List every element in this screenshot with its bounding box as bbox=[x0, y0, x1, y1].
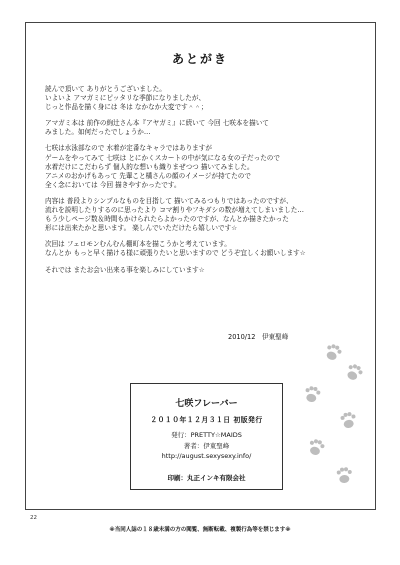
body-line: じっと作品を描く身には 冬は なかなか大変です＾＾； bbox=[45, 103, 208, 112]
body-line: もう少しページ数＆時間もかけられたらよかったのですが、なんとか描きたかった bbox=[45, 215, 289, 224]
afterword-body bbox=[45, 85, 365, 275]
signature: 2010/12 伊東聖峰 bbox=[228, 333, 289, 341]
paragraph-gap bbox=[45, 259, 365, 266]
body-line: それでは またお会い出来る事を楽しみにしています☆ bbox=[45, 265, 205, 274]
page-number: 22 bbox=[30, 515, 37, 521]
printer: 印刷：丸正インキ有限会社 bbox=[167, 474, 246, 482]
body-line: 流れを説明したりするのに思ったより コマ割りやフキダシの数が増えてしまいました… bbox=[45, 206, 304, 215]
body-line: 次回は フェロモンむんむん棚町本を描こうかと考えています。 bbox=[45, 240, 231, 249]
book-title: 七咲フレーバー bbox=[175, 399, 238, 409]
body-line: みました。如何だったでしょうか… bbox=[45, 128, 151, 137]
website-url: http://august.sexysexy.info/ bbox=[161, 452, 252, 460]
body-line: ゲームをやってみて 七咲は とにかくスカートの中が気になる女の子だったので bbox=[45, 153, 280, 162]
body-line: 形には出来たかと思います。 楽しんでいただけたら嬉しいです☆ bbox=[45, 224, 238, 233]
body-line: 七咲は水泳部なので 水着が定番なキャラではありますが bbox=[45, 144, 212, 153]
body-line: 内容は 普段よりシンプルなものを目指して 描いてみるつもりではあったのですが、 bbox=[45, 196, 293, 205]
copyright-notice: ※当同人誌の１８歳未満の方の閲覧、無断転載、複製行為等を禁じます※ bbox=[109, 527, 291, 533]
body-line: なんとか もっと早く描ける様に頑張りたいと思いますので どうぞ宜しくお願いします☆ bbox=[45, 249, 306, 258]
colophon-box bbox=[130, 383, 283, 490]
publisher: 発行：PRETTY☆MAIDS bbox=[171, 431, 242, 439]
paragraph-gap bbox=[45, 190, 365, 197]
publication-date: ２０１０年１２月３１日 初版発行 bbox=[150, 416, 263, 424]
body-line: アニメのおかげもあって 先輩こと橘さんの顔のイメージが持てたので bbox=[45, 171, 251, 180]
body-line: 水着だけにこだわらず 個人的な想いも織りまぜつつ 描いてみました。 bbox=[45, 162, 254, 171]
author: 著者：伊東聖峰 bbox=[183, 442, 230, 450]
body-line: 読んで頂いて ありがとうございました。 bbox=[45, 85, 166, 93]
body-line: 全く念においては 今回 描きやすかったです。 bbox=[45, 180, 181, 189]
body-line: アマガミ本は 前作の絢辻さん本『アヤガミ』に続いて 今回 七咲本を描いて bbox=[45, 119, 269, 128]
body-line: いよいよ アマガミにピッタリな季節になりましたが、 bbox=[45, 94, 206, 103]
afterword-title: あとがき bbox=[171, 52, 228, 66]
